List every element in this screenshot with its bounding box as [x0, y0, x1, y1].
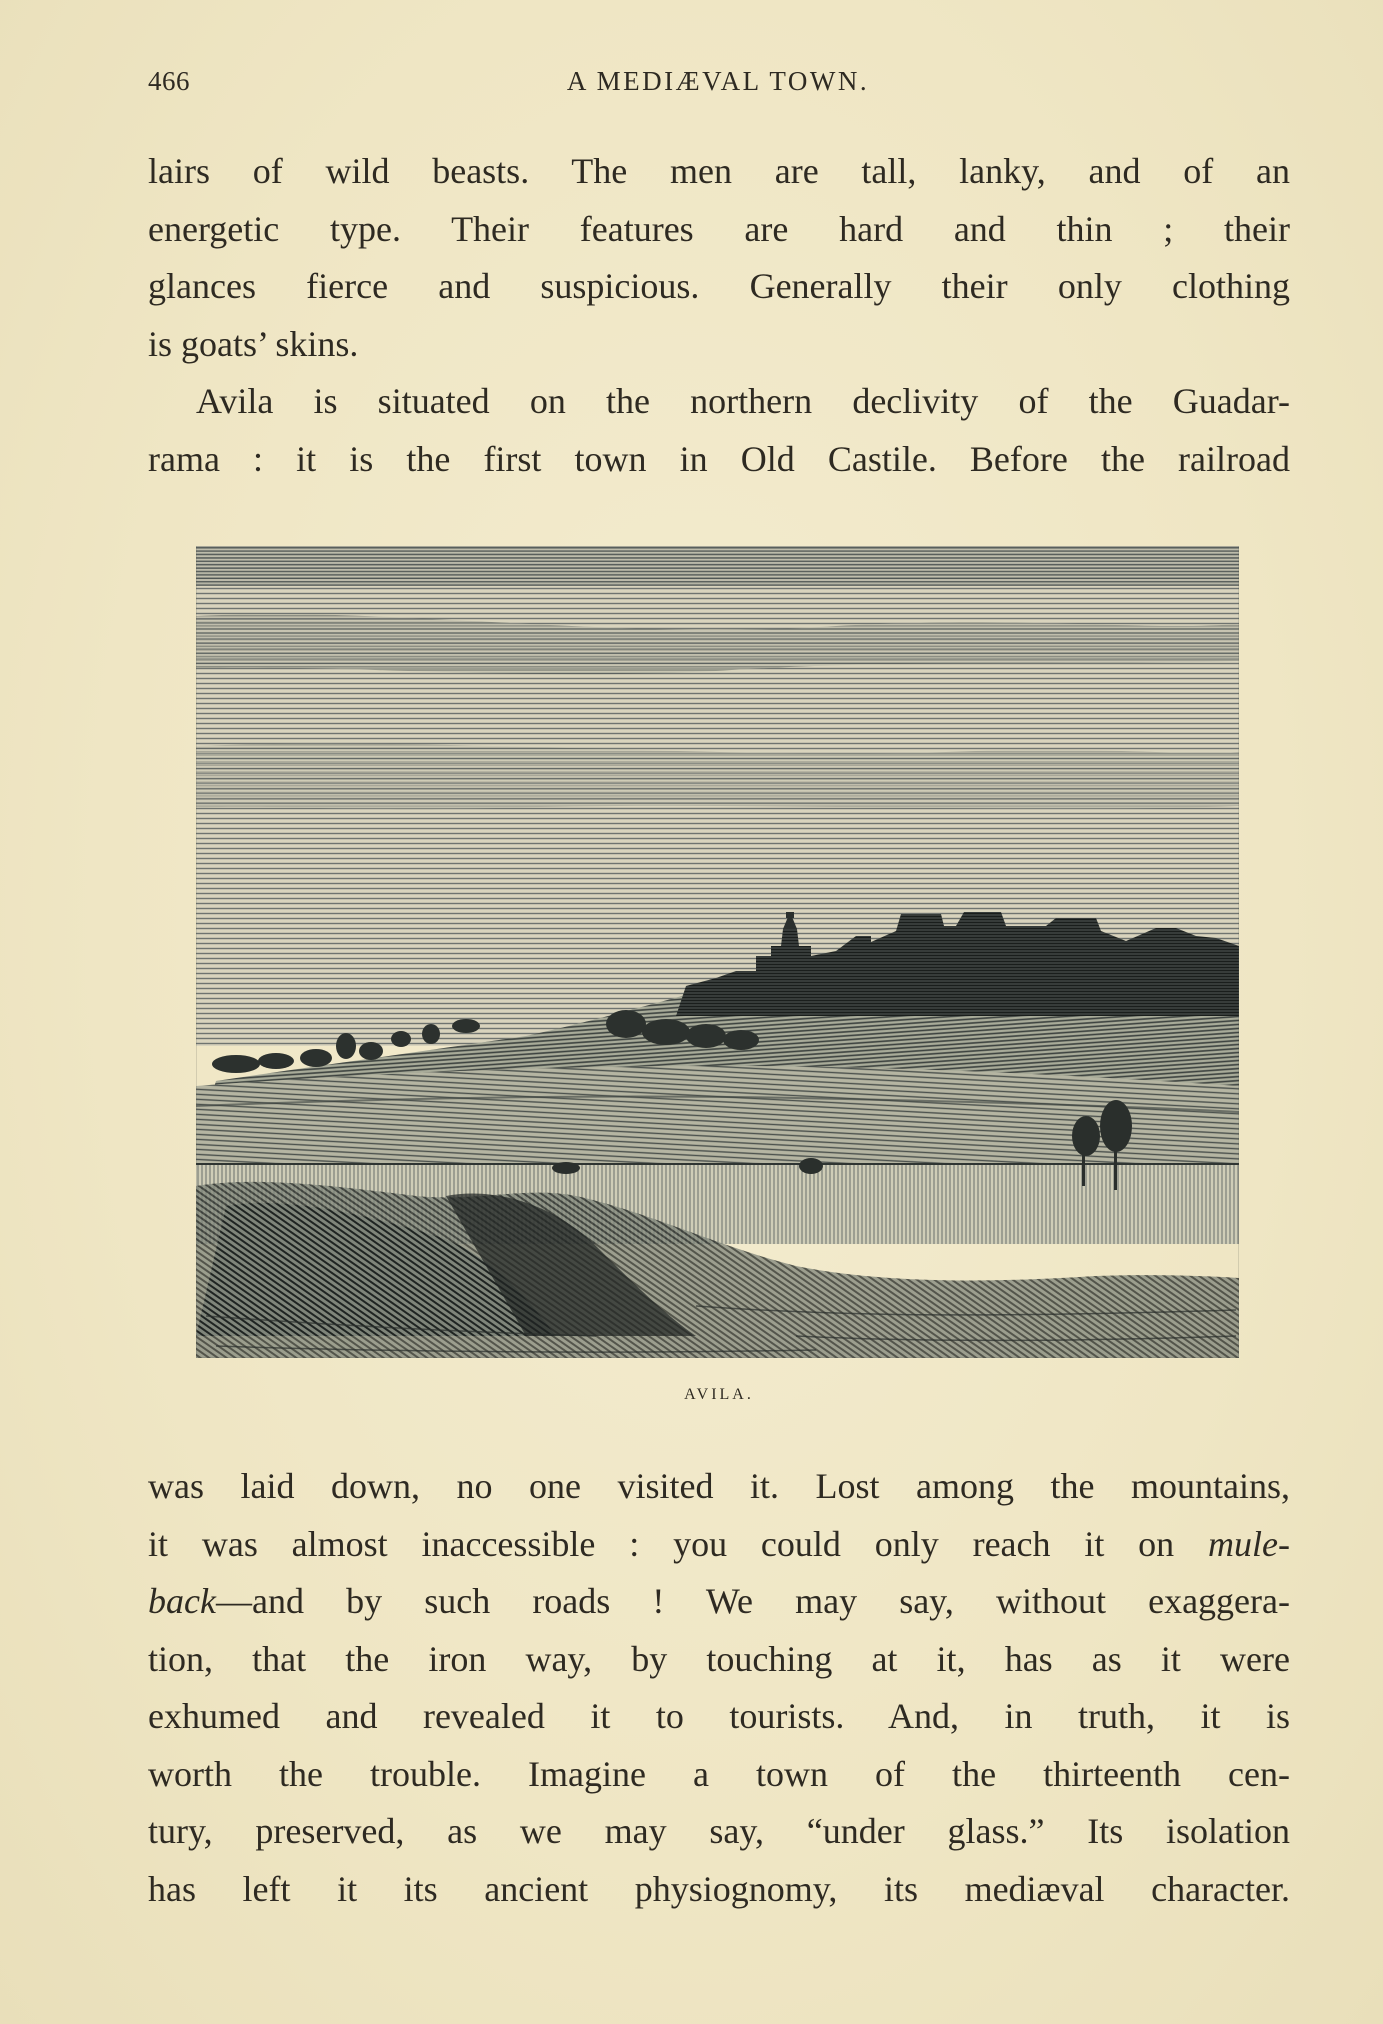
- text-line: tury, preserved, as we may say, “under glass.” Its isolation: [148, 1811, 1290, 1851]
- figure-caption: AVILA.: [684, 1386, 754, 1403]
- text-segment: it was almost inaccessible : you could only reach it on: [148, 1523, 1209, 1564]
- running-title: A MEDIÆVAL TOWN.: [566, 66, 870, 96]
- page-header: [148, 66, 1288, 102]
- text-line: lairs of wild beasts. The men are tall, lanky, and of an: [148, 151, 1290, 191]
- body-text-bottom: [148, 1458, 1290, 1918]
- body-text-top: [148, 143, 1290, 488]
- text-segment: —and by such roads ! We may say, without exaggera-: [215, 1581, 1290, 1621]
- text-line: has left it its ancient physiognomy, its mediæval character.: [148, 1868, 1290, 1909]
- text-line: glances fierce and suspicious. Generally their only clothing: [148, 266, 1290, 306]
- text-line: [148, 1516, 1290, 1574]
- text-line: was laid down, no one visited it. Lost among the mountains,: [148, 1466, 1290, 1506]
- italic-word: mule-: [1208, 1523, 1290, 1564]
- text-line: [148, 1573, 1290, 1631]
- text-line: energetic type. Their features are hard and thin ; their: [148, 208, 1290, 249]
- text-line: tion, that the iron way, by touching at it, has as it were: [148, 1638, 1290, 1679]
- text-line: rama : it is the first town in Old Castile. Before the railroad: [148, 438, 1290, 479]
- text-line: exhumed and revealed it to tourists. And, in truth, it is: [148, 1696, 1290, 1736]
- page-number: 466: [148, 66, 190, 96]
- text-line: Avila is situated on the northern declivity of the Guadar-: [196, 381, 1290, 421]
- text-line: worth the trouble. Imagine a town of the thirteenth cen-: [148, 1753, 1290, 1794]
- text-line: is goats’ skins.: [148, 323, 359, 364]
- engraving-avila: [196, 546, 1239, 1358]
- italic-word: back: [148, 1581, 216, 1621]
